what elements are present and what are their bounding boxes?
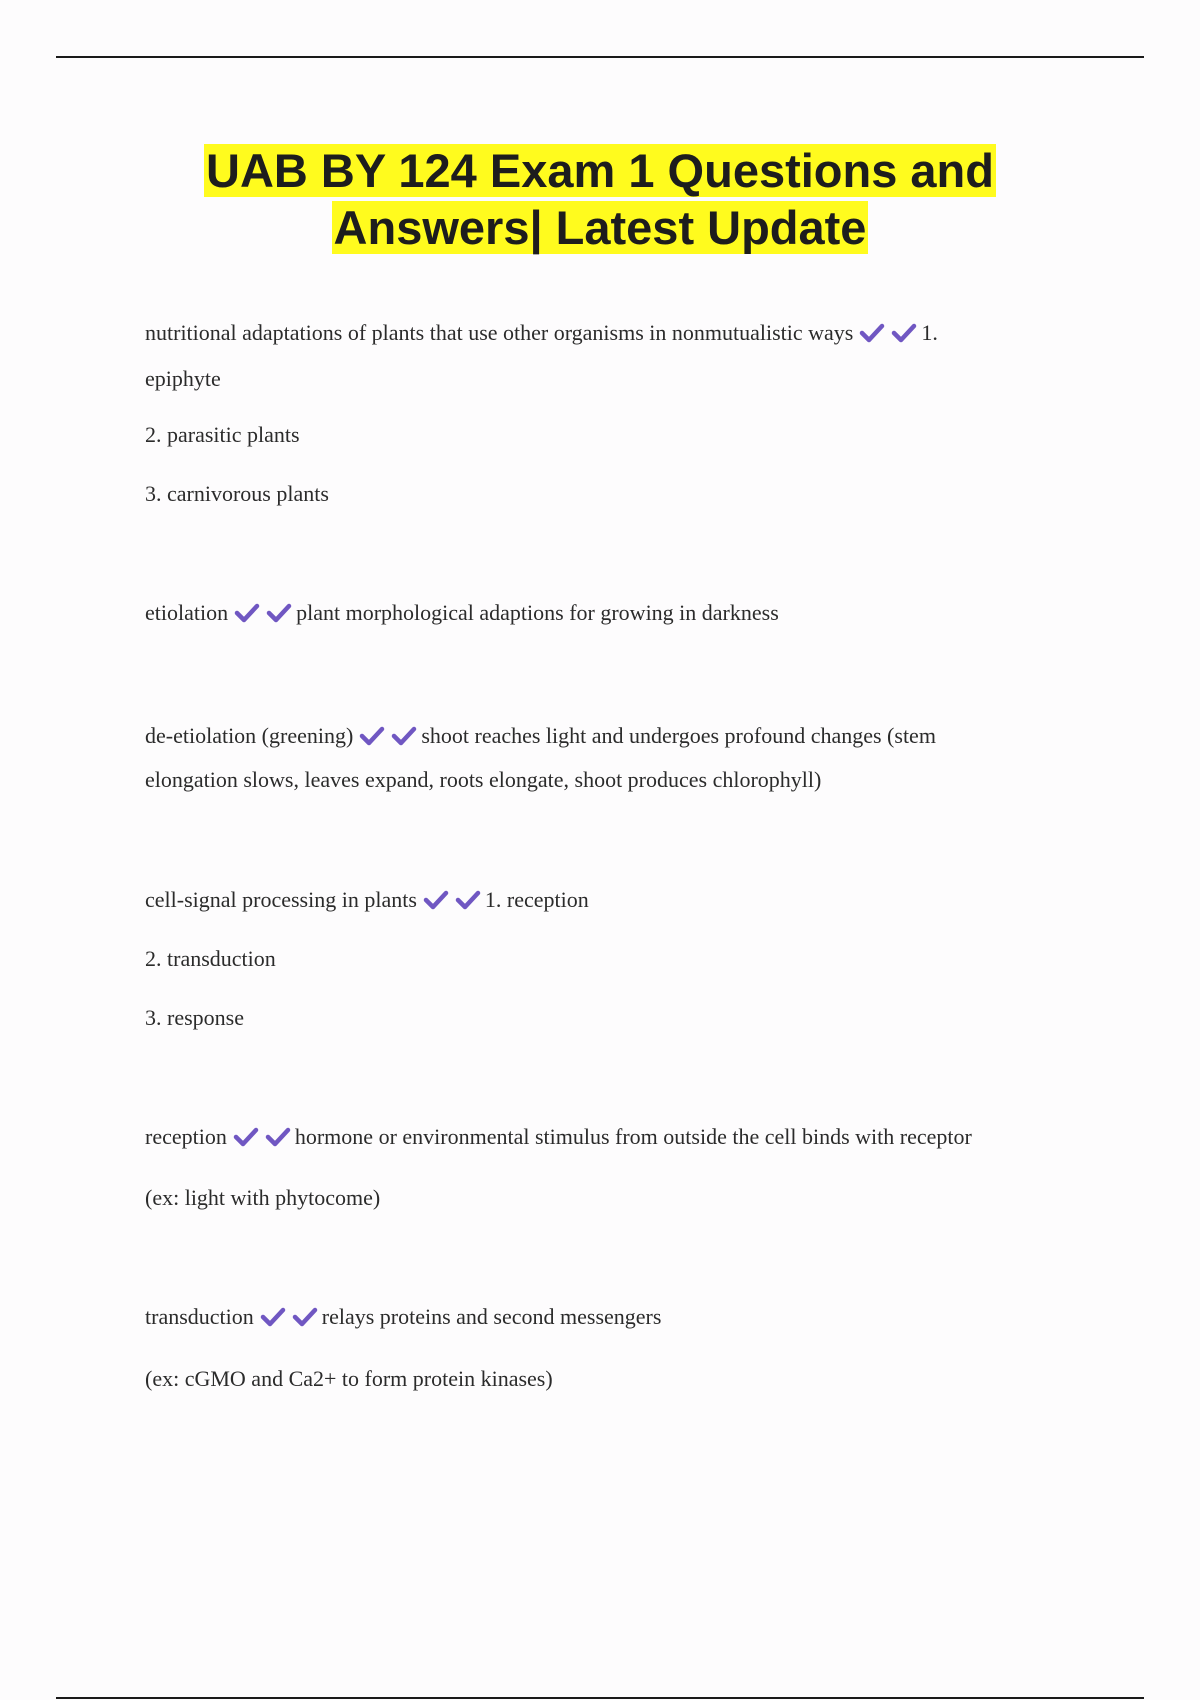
check-icon [260,1307,286,1327]
answer: relays proteins and second messengers [321,1304,662,1329]
top-rule [56,56,1144,58]
term: reception [145,1124,227,1149]
answer-line: elongation slows, leaves expand, roots elongate, shoot produces chlorophyll) [145,767,822,792]
check-icon [234,603,260,623]
answer: shoot reaches light and undergoes profound changes (stem [421,723,936,748]
check-icon [891,323,917,343]
qa-entry-term-line [145,885,589,915]
answer-line: 3. carnivorous plants [145,481,329,506]
answer-line: (ex: light with phytocome) [145,1185,381,1210]
answer-line: 3. response [145,1005,244,1030]
qa-entry-term-line [145,318,938,348]
qa-entry-term-line [145,1302,661,1332]
page-title [0,142,1200,256]
qa-entry-term-line [145,721,936,751]
term: etiolation [145,600,229,625]
term: cell-signal processing in plants [145,887,417,912]
bottom-rule [56,1697,1144,1699]
check-icon [423,890,449,910]
term: nutritional adaptations of plants that use other organisms in nonmutualistic ways [145,320,854,345]
answer-line: (ex: cGMO and Ca2+ to form protein kinases) [145,1366,553,1391]
check-icon [455,890,481,910]
answer: hormone or environmental stimulus from outside the cell binds with receptor [294,1124,972,1149]
answer: 1. reception [484,887,589,912]
qa-entry-term-line [145,1122,972,1152]
term: de-etiolation (greening) [145,723,354,748]
check-icon [233,1127,259,1147]
term: transduction [145,1304,254,1329]
check-icon [266,603,292,623]
answer: 1. [921,320,938,345]
check-icon [859,323,885,343]
answer-line: epiphyte [145,366,221,391]
check-icon [359,726,385,746]
answer-line: 2. parasitic plants [145,422,300,447]
check-icon [391,726,417,746]
qa-entry-term-line [145,598,779,628]
answer-line: 2. transduction [145,946,276,971]
check-icon [265,1127,291,1147]
check-icon [292,1307,318,1327]
title-line-2: Answers| Latest Update [333,201,867,254]
title-line-1: UAB BY 124 Exam 1 Questions and [206,144,994,197]
answer: plant morphological adaptions for growing in darkness [296,600,779,625]
